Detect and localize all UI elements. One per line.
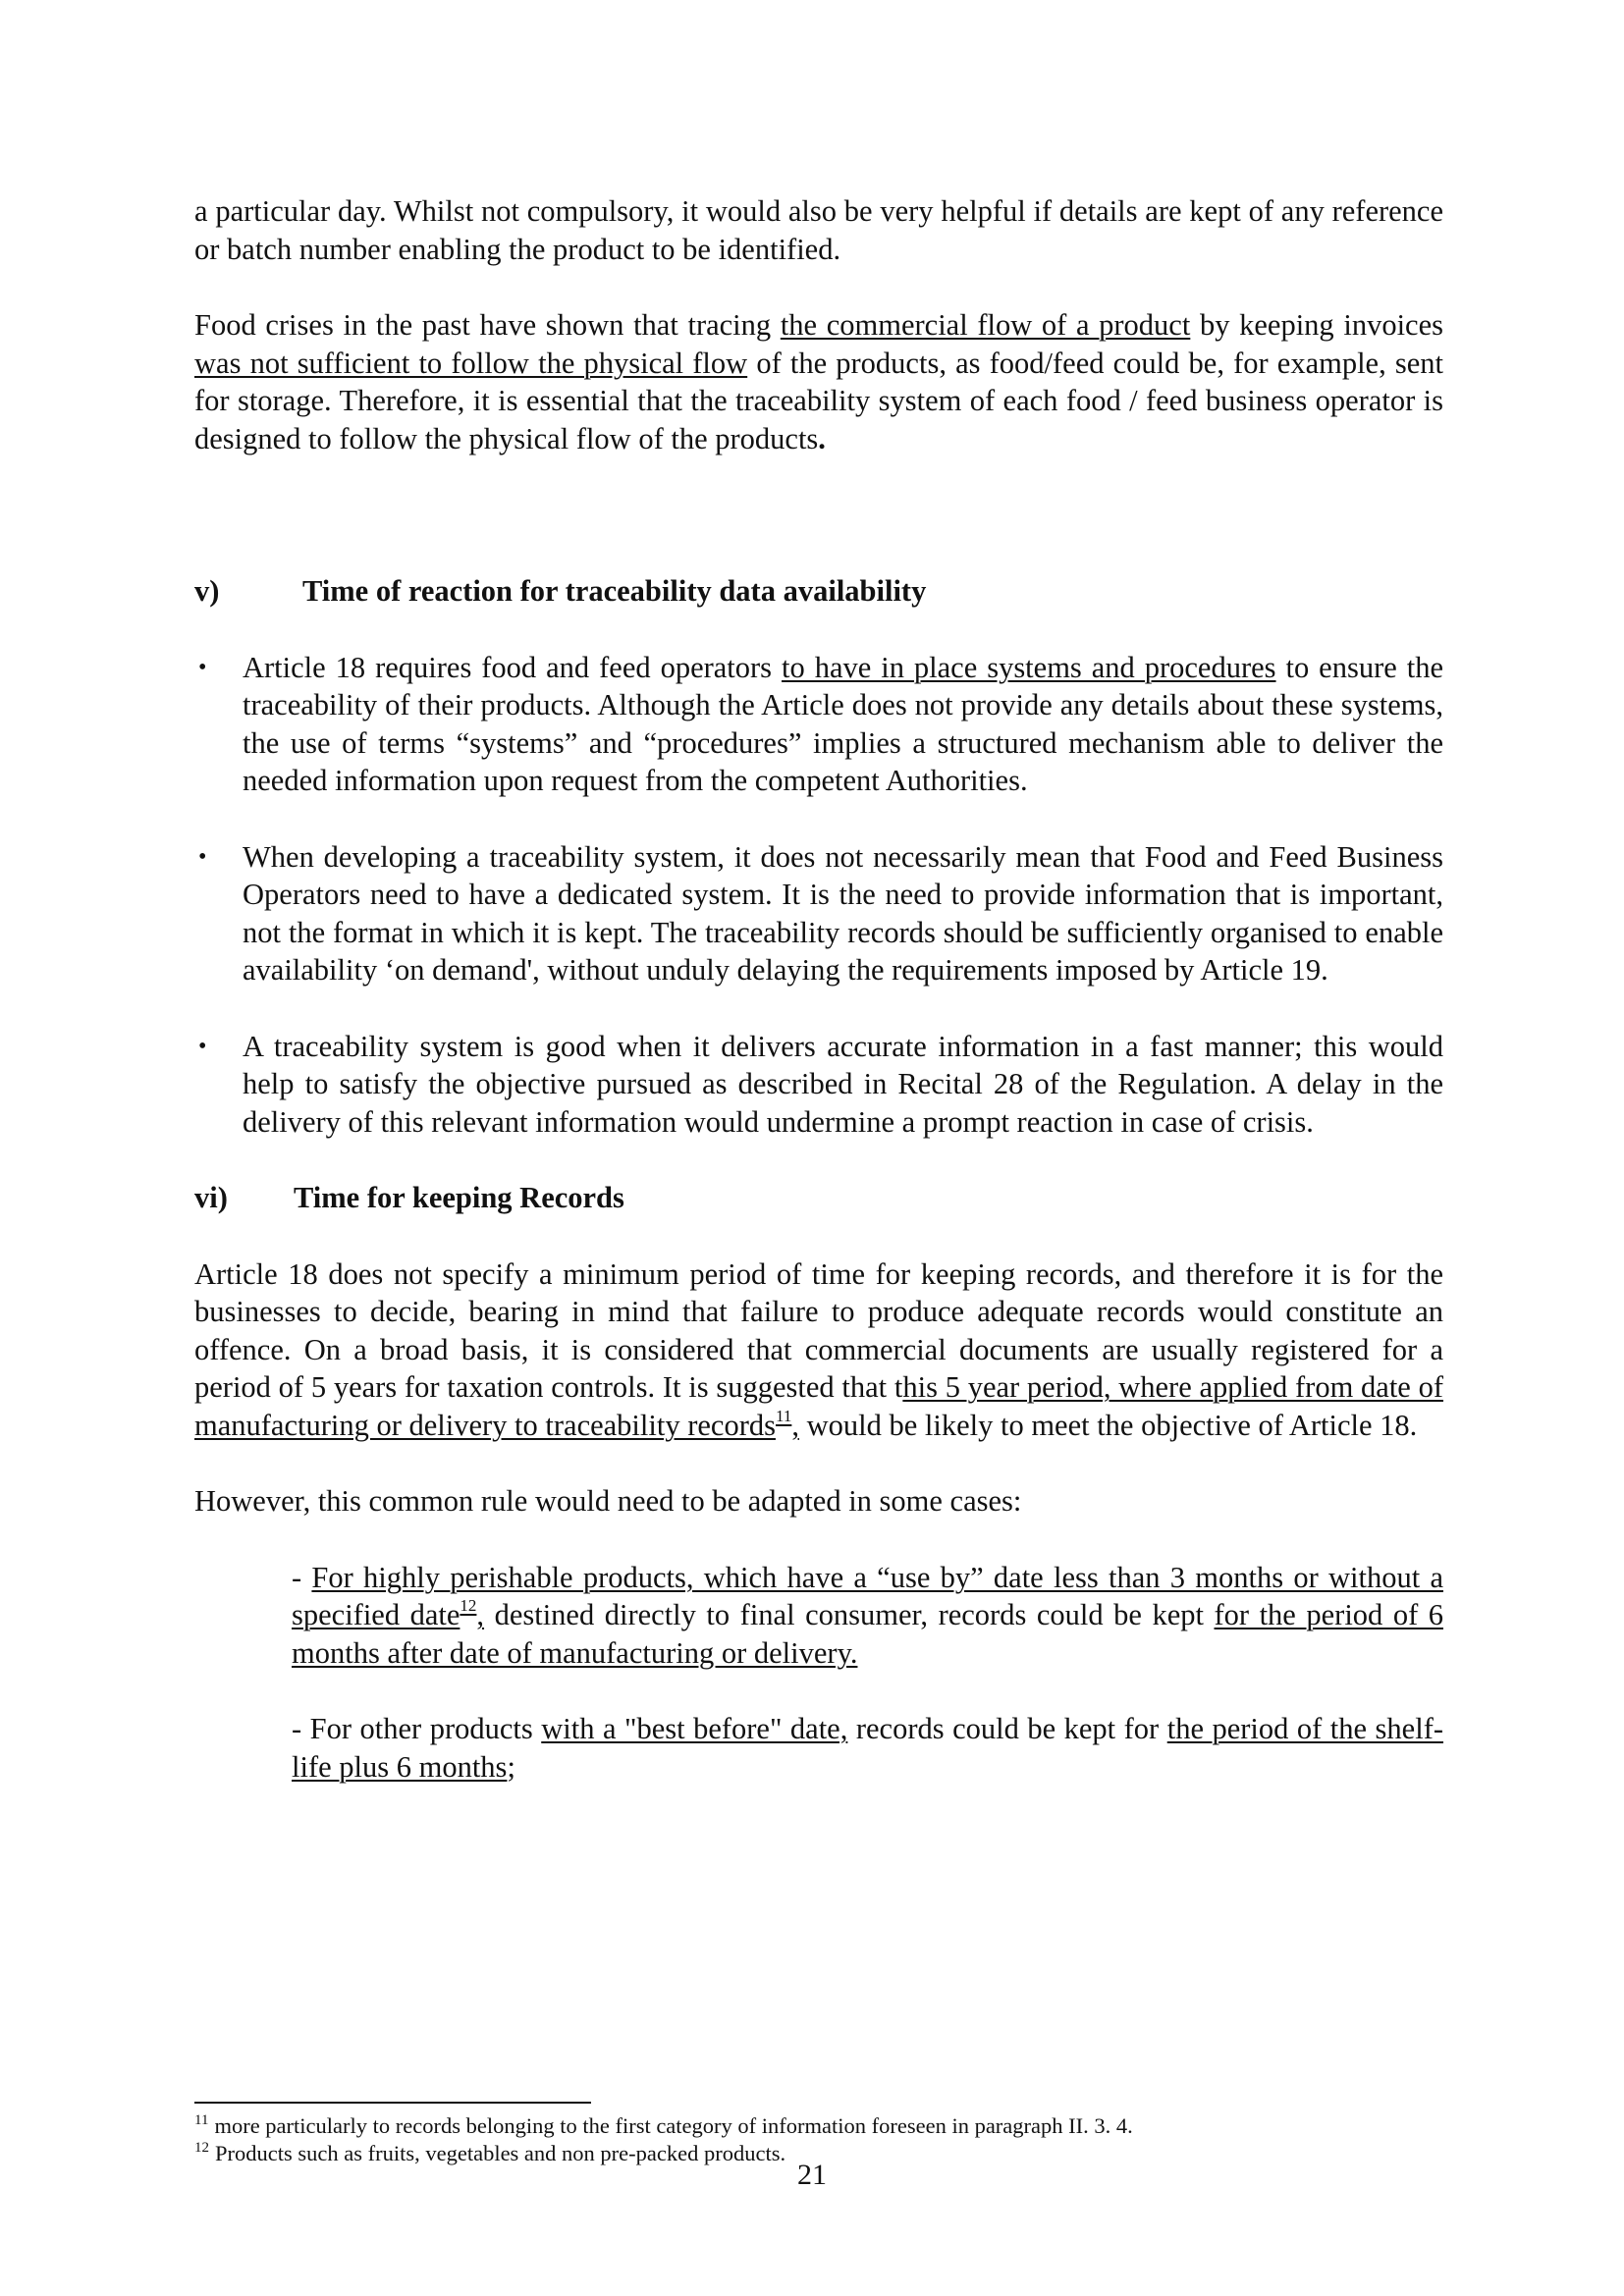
underlined-text: For highly perishable products, which have a “use by” date less than 3 months or without a specified date <box>292 1560 1443 1631</box>
footnote-ref-11[interactable]: 11 <box>775 1406 792 1425</box>
text-run: would be likely to meet the objective of Article 18. <box>798 1408 1418 1442</box>
underlined-text: with a "best before" date, <box>541 1712 848 1745</box>
section-number: v) <box>194 574 220 608</box>
underlined-text: , <box>791 1408 799 1442</box>
underlined-text: was not sufficient to follow the physical flow <box>194 346 748 380</box>
records-paragraph <box>194 1255 1443 1445</box>
underlined-text: for the period of 6 months after date of manufacturing or delivery. <box>292 1598 1443 1670</box>
text-run: by keeping invoices <box>1190 308 1443 342</box>
underlined-text: the period of the shelf-life plus 6 months <box>292 1712 1444 1784</box>
text-run: ; <box>507 1749 515 1784</box>
text-run: Article 18 does not specify a minimum period of time for keeping records, and therefore it is for the businesses to decide, bearing in mind that failure to produce adequate records would constitute an offence. On a broad basis, it is considered that commercial documents are usually registered for a period of 5 years for taxation controls. It is suggested that t <box>194 1256 1443 1404</box>
bullet-list <box>194 649 1443 1142</box>
text-run: When developing a traceability system, it does not necessarily mean that Food and Feed Business Operators need to have a dedicated system. It is the need to provide information that is important, not the format in which it is kept. The traceability records should be sufficiently organised to enable availability ‘on demand', without unduly delaying the requirements imposed by Article 19. <box>243 839 1443 987</box>
text-run: - For other products <box>292 1712 542 1745</box>
page-body <box>194 192 1443 1786</box>
underlined-text: , <box>476 1598 485 1631</box>
underlined-text: to have in place systems and procedures <box>782 650 1276 684</box>
section-title: Time of reaction for traceability data availability <box>302 574 927 608</box>
list-item <box>194 649 1443 800</box>
underlined-text: the commercial flow of a product <box>780 308 1191 342</box>
food-crises-paragraph <box>194 306 1443 457</box>
best-before-case <box>194 1710 1443 1786</box>
footnote-ref-12[interactable]: 12 <box>460 1596 477 1615</box>
text-run: records could be kept for <box>847 1712 1167 1745</box>
section-title: Time for keeping Records <box>294 1181 624 1214</box>
text-run: destined directly to final consumer, records could be kept <box>484 1598 1215 1631</box>
perishable-case <box>194 1559 1443 1673</box>
bullet-icon: • <box>198 654 207 680</box>
footnote-number: 11 <box>194 2112 209 2128</box>
page-number: 21 <box>797 2159 827 2191</box>
text-run: Food crises in the past have shown that tracing <box>194 308 781 342</box>
bold-period: . <box>818 421 826 455</box>
list-item <box>194 1028 1443 1142</box>
intro-paragraph: a particular day. Whilst not compulsory, it would also be very helpful if details are kept of any reference or batch number enabling the product to be identified. <box>194 194 1443 266</box>
footnote-text: more particularly to records belonging to the first category of information foreseen in paragraph II. 3. 4. <box>214 2113 1133 2138</box>
text-run: A traceability system is good when it delivers accurate information in a fast manner; this would help to satisfy the objective pursued as described in Recital 28 of the Regulation. A delay in the delivery of this relevant information would undermine a prompt reaction in case of crisis. <box>243 1029 1443 1139</box>
footnote-separator <box>194 2102 591 2104</box>
bullet-icon: • <box>198 1033 207 1059</box>
text-run: to ensure the traceability of their products. Although the Article does not provide any details about these systems, the use of terms “systems” and “procedures” implies a structured mechanism able to deliver the needed information upon request from the competent Authorities. <box>243 650 1443 797</box>
underlined-text: his 5 year period, where applied from date of manufacturing or delivery to traceability records <box>194 1370 1444 1442</box>
bullet-icon: • <box>198 843 207 870</box>
text-run: Article 18 requires food and feed operators <box>243 650 783 684</box>
footnote-11 <box>194 2112 1443 2140</box>
section-number: vi) <box>194 1181 228 1214</box>
section-vi-heading <box>194 1179 1443 1217</box>
footnote-number: 12 <box>194 2140 209 2156</box>
footnote-text: Products such as fruits, vegetables and non pre-packed products. <box>215 2141 786 2165</box>
list-item <box>194 838 1443 989</box>
text-run: - <box>292 1560 312 1594</box>
text-run: of the products, as food/feed could be, for example, sent for storage. Therefore, it is essential that the traceability system of each food / feed business operator is designed to follow the physical flow of the products <box>194 346 1443 455</box>
section-v-heading <box>194 572 1443 611</box>
adaptation-paragraph: However, this common rule would need to be adapted in some cases: <box>194 1484 1022 1518</box>
